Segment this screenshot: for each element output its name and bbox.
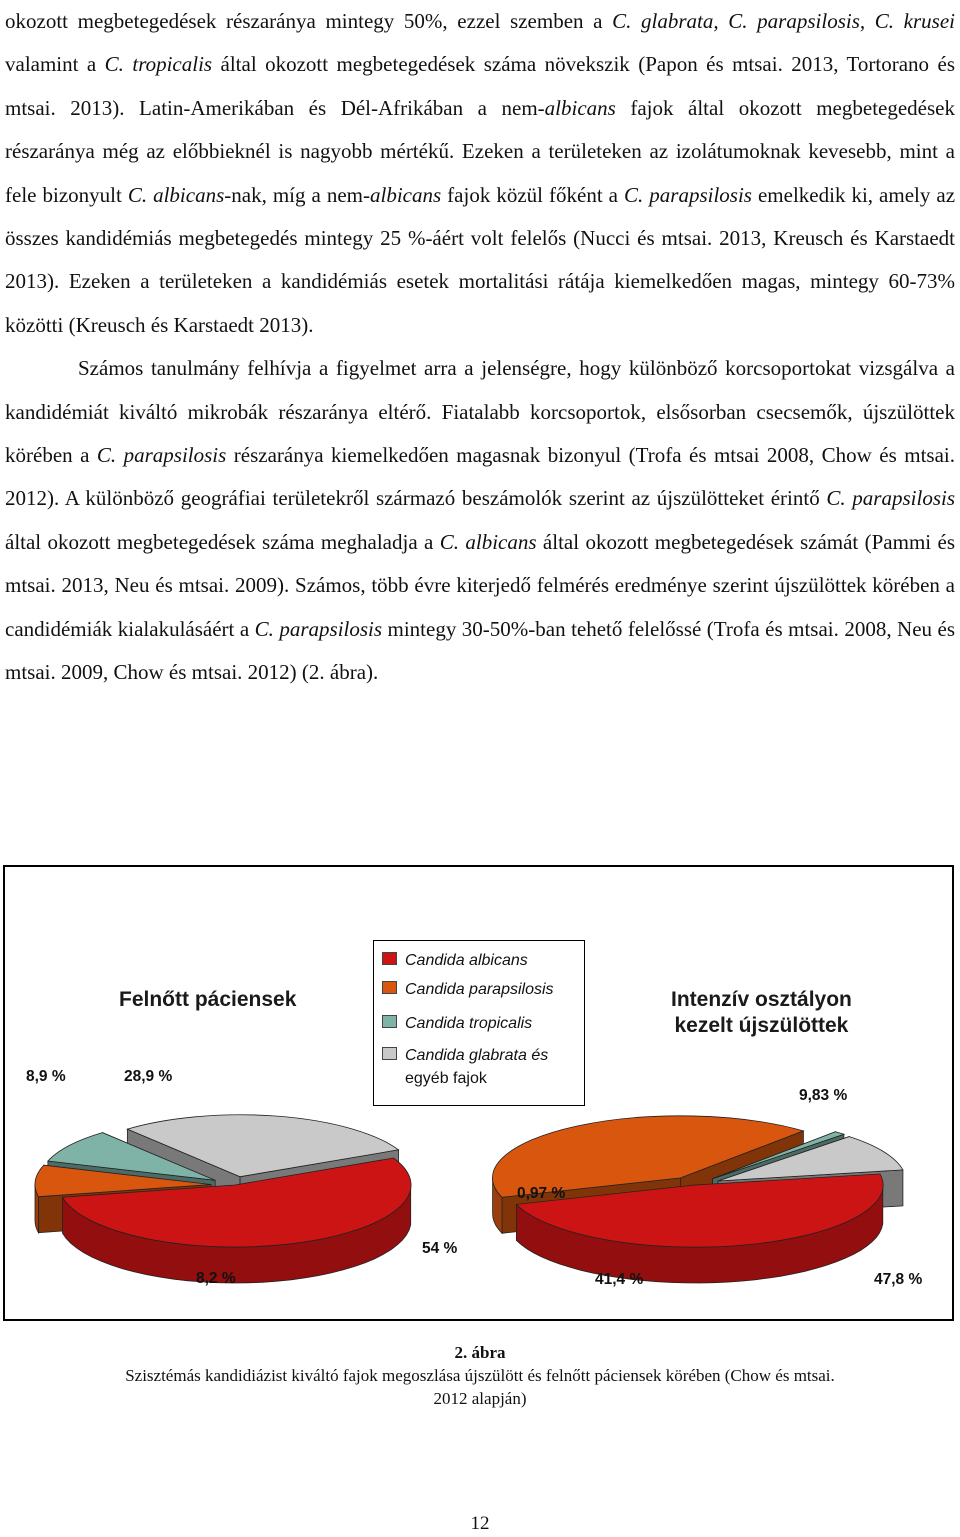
text-run: által okozott megbetegedések számát (Pammi és mtsai. 2013, Neu és mtsai. 2009). Számos, több évre kiterjedő felmérés eredménye szerint újszülöttek körében a candidémiák kialakulásáért a (5, 529, 955, 641)
figure-caption-line-1: Szisztémás kandidiázist kiváltó fajok megoszlása újszülött és felnőtt páciensek körében (Chow és mtsai. (125, 1366, 835, 1385)
text-run: -nak, míg a nem- (224, 182, 370, 207)
neonate-chart-title (671, 987, 852, 1039)
figure-2 (3, 865, 954, 1321)
text-run: okozott megbetegedések részaránya mintegy 50%, ezzel szemben a (5, 9, 613, 33)
adult-label-albicans: 54 % (422, 1240, 458, 1257)
legend-label-glabrata (405, 1044, 548, 1090)
legend-item-tropicalis (382, 1012, 532, 1035)
body-text (5, 0, 955, 695)
legend-swatch-parapsilosis (382, 981, 397, 994)
text-run: mintegy 30-50%-ban tehető felelőssé (Trofa és mtsai. 2008, Neu és mtsai. 2009, Chow és mtsai. 2012) (2. ábra). (5, 616, 955, 685)
species-name: C. parapsilosis (96, 443, 227, 468)
text-run: fajok által okozott megbetegedések részaránya még az előbbieknél is nagyobb mértékű. Ezeken a területeken az izolátumoknak kevesebb, mint a fele bizonyult (5, 95, 955, 207)
neonate-chart-title-line-2: kezelt újszülöttek (674, 1014, 849, 1037)
species-name: albicans (370, 182, 442, 207)
text-run: által okozott megbetegedések száma növekszik (Papon és mtsai. 2013, Tortorano és mtsai. 2013). Latin-Amerikában és Dél-Afrikában a nem- (5, 52, 955, 120)
legend-label-albicans: Candida albicans (405, 952, 528, 969)
page-number: 12 (470, 1513, 490, 1534)
text-run: valamint a (5, 52, 105, 77)
species-name: C. albicans (439, 529, 537, 554)
legend-item-parapsilosis (382, 978, 554, 1001)
neonate-label-glabrata: 9,83 % (799, 1087, 848, 1104)
figure-caption-line-2: 2012 alapján) (433, 1389, 527, 1408)
chart-legend (373, 940, 585, 1106)
species-name: C. glabrata, C. parapsilosis, C. krusei (612, 9, 955, 33)
adult-chart-title-line: Felnőtt páciensek (119, 988, 297, 1011)
species-name: C. albicans (127, 182, 225, 207)
legend-item-albicans (382, 949, 528, 972)
species-name: albicans (544, 95, 616, 120)
legend-label-glabrata-line-1: Candida glabrata és (405, 1047, 549, 1064)
species-name: C. parapsilosis (826, 486, 955, 511)
neonate-label-albicans: 47,8 % (874, 1271, 923, 1288)
neonate-chart-title-line-1: Intenzív osztályon (671, 988, 852, 1011)
adult-chart-title (119, 987, 296, 1013)
neonate-label-tropicalis: 0,97 % (517, 1185, 566, 1202)
adult-label-tropicalis: 8,9 % (26, 1068, 66, 1085)
text-run: által okozott megbetegedések száma meghaladja a (5, 529, 440, 554)
text-run: Számos tanulmány felhívja a figyelmet arra a jelenségre, hogy különböző korcsoportokat vizsgálva a kandidémiát kiváltó mikrobák részaránya eltérő. Fiatalabb korcsoportok, elsősorban csecsemők, újszülöttek körében a (5, 356, 955, 468)
legend-label-tropicalis: Candida tropicalis (405, 1015, 533, 1032)
text-run: emelkedik ki, amely az összes kandidémiás megbetegedés mintegy 25 %-áért volt felelős (Nucci és mtsai. 2013, Kreusch és Karstaedt 2013). Ezeken a területeken a kandidémiás esetek mortalitási rátája kiemelkedően magas, mintegy 60-73% közötti (Kreusch és Karstaedt 2013). (5, 182, 956, 337)
legend-label-parapsilosis: Candida parapsilosis (405, 981, 554, 998)
figure-caption-text (0, 1364, 960, 1410)
species-name: C. parapsilosis (624, 182, 752, 207)
legend-swatch-tropicalis (382, 1015, 397, 1028)
adult-label-glabrata: 28,9 % (124, 1068, 173, 1085)
species-name: C. tropicalis (104, 52, 213, 77)
legend-swatch-glabrata (382, 1047, 397, 1060)
adult-pie (35, 1115, 411, 1283)
species-name: C. parapsilosis (254, 616, 383, 641)
adult-label-parapsilosis: 8,2 % (196, 1270, 236, 1287)
body-paragraph (5, 347, 955, 694)
text-run: részaránya kiemelkedően magasnak bizonyul (Trofa és mtsai 2008, Chow és mtsai. 2012). A különböző geográfiai területekről származó beszámolók szerint az újszülötteket érintő (5, 443, 955, 511)
legend-item-glabrata (382, 1044, 548, 1090)
body-paragraph (5, 0, 955, 347)
figure-caption-number: 2. ábra (454, 1343, 506, 1362)
neonate-label-parapsilosis: 41,4 % (595, 1271, 644, 1288)
legend-label-glabrata-line-2: egyéb fajok (405, 1070, 487, 1087)
legend-swatch-albicans (382, 952, 397, 965)
text-run: fajok közül főként a (441, 182, 624, 207)
